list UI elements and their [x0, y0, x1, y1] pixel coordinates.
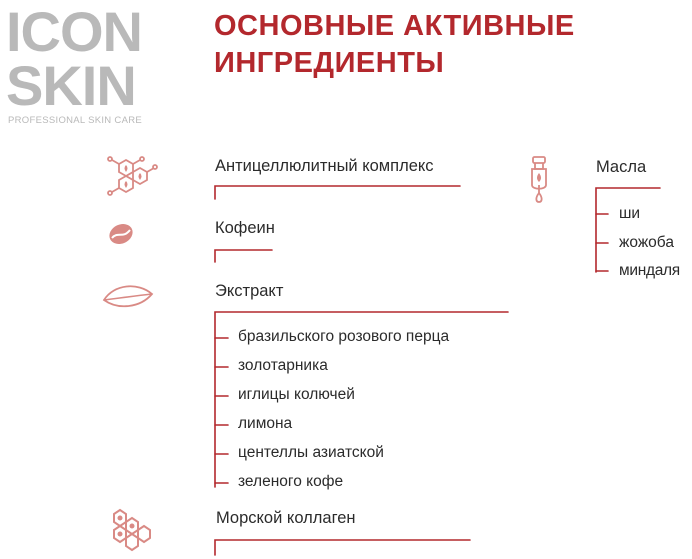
page-title-line1: ОСНОВНЫЕ АКТИВНЫЕ	[214, 10, 575, 42]
anticellulite-bracket	[215, 186, 460, 199]
extract-item: зеленого кофе	[238, 473, 344, 490]
ingredient-anticellulite: Антицеллюлитный комплекс	[215, 157, 434, 175]
coffee-bean-icon	[106, 219, 136, 249]
oil-dropper-icon	[524, 155, 554, 205]
extract-item: лимона	[238, 415, 293, 432]
oils-bracket	[596, 188, 660, 272]
ingredient-oils: Масла	[596, 158, 647, 176]
ingredient-extract: Экстракт	[215, 282, 284, 300]
logo-skin-text: SKIN	[6, 54, 136, 117]
leaf-icon	[100, 280, 156, 314]
oils-item: ши	[619, 205, 641, 222]
extract-item: иглицы колючей	[238, 386, 355, 403]
oils-item: миндаля	[619, 262, 680, 279]
extract-item: золотарника	[238, 357, 328, 374]
ingredient-caffeine: Кофеин	[215, 219, 275, 237]
extract-item: центеллы азиатской	[238, 444, 384, 461]
molecule-hexagon-icon	[102, 152, 158, 196]
honeycomb-icon	[106, 508, 156, 554]
oils-item: жожоба	[619, 234, 674, 251]
caffeine-bracket	[215, 250, 272, 262]
logo-tagline: PROFESSIONAL SKIN CARE	[8, 115, 143, 126]
extract-item: бразильского розового перца	[238, 328, 450, 345]
collagen-bracket	[215, 540, 470, 555]
ingredient-collagen: Морской коллаген	[216, 509, 356, 527]
page-title-line2: ИНГРЕДИЕНТЫ	[214, 47, 445, 79]
logo-icon-text: ICON	[6, 0, 142, 63]
